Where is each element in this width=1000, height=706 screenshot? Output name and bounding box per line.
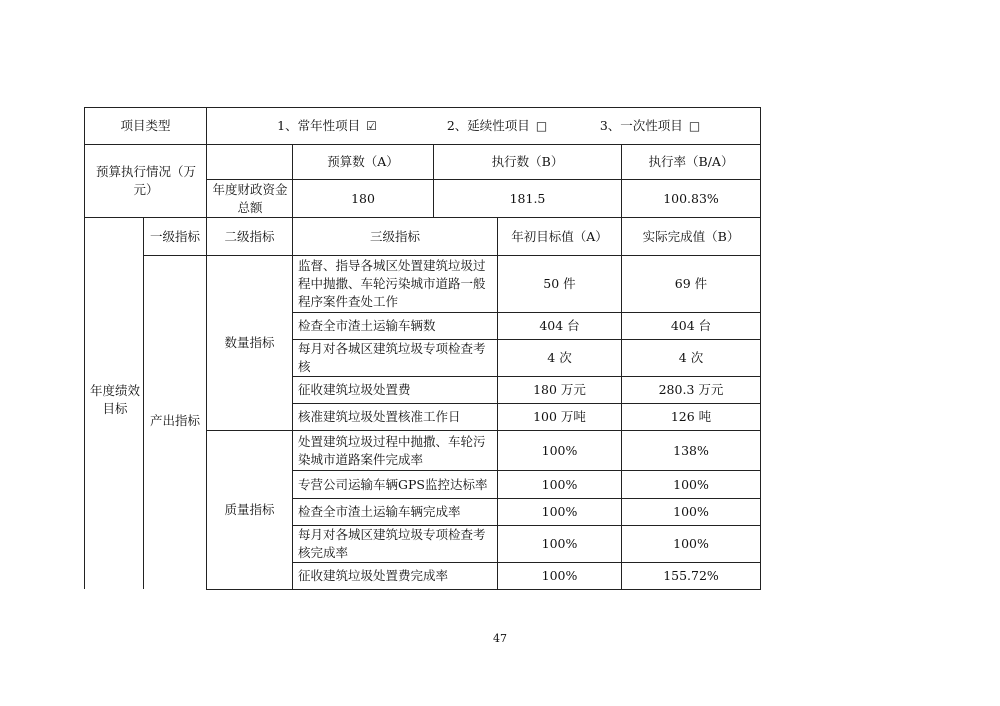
actual-cell: 126 吨 <box>670 409 712 424</box>
checked-checkbox-icon: ☑ <box>366 119 377 133</box>
actual-cell: 404 台 <box>670 318 712 333</box>
indicator-cell: 征收建筑垃圾处置费完成率 <box>298 568 449 583</box>
actual-cell: 100% <box>673 536 709 551</box>
level2-indicator: 数量指标 <box>224 335 275 350</box>
indicator-cell: 处置建筑垃圾过程中抛撒、车轮污染城市道路案件完成率 <box>298 433 486 467</box>
target-cell: 180 万元 <box>533 382 586 397</box>
option-text: 1、常年性项目 <box>277 118 361 133</box>
indicator-cell: 征收建筑垃圾处置费 <box>298 382 411 397</box>
level1-indicator: 产出指标 <box>150 413 201 428</box>
unchecked-checkbox-icon: □ <box>688 119 701 133</box>
indicator-cell: 专营公司运输车辆GPS监控达标率 <box>298 476 488 492</box>
actual-cell: 100% <box>673 504 709 519</box>
target-cell: 4 次 <box>547 350 572 365</box>
target-cell: 100% <box>541 442 578 458</box>
budget-header: 预算数（A） <box>327 154 399 169</box>
option-text: 2、延续性项目 <box>446 118 530 133</box>
target-cell: 100% <box>541 476 578 492</box>
table-rule <box>206 107 207 217</box>
goals-header: 实际完成值（B） <box>642 228 740 244</box>
actual-cell: 138% <box>673 442 709 458</box>
indicator-cell: 监督、指导各城区处置建筑垃圾过程中抛撒、车轮污染城市道路一般程序案件查处工作 <box>298 258 486 309</box>
actual-cell: 4 次 <box>678 350 704 365</box>
indicator-cell: 每月对各城区建筑垃圾专项检查考核 <box>298 341 486 374</box>
goals-header: 三级指标 <box>369 228 420 244</box>
budget-row-label: 年度财政资金总额 <box>212 181 288 215</box>
project-type-label: 项目类型 <box>120 118 171 133</box>
indicator-cell: 核准建筑垃圾处置核准工作日 <box>298 409 461 424</box>
table-rule <box>84 107 85 589</box>
target-cell: 50 件 <box>543 276 576 291</box>
budget-value: 181.5 <box>509 190 546 206</box>
budget-value: 100.83% <box>663 190 719 206</box>
target-cell: 100 万吨 <box>533 409 586 424</box>
actual-cell: 280.3 万元 <box>658 382 724 397</box>
unchecked-checkbox-icon: □ <box>535 119 548 133</box>
level2-indicator: 质量指标 <box>224 502 275 517</box>
target-cell: 100% <box>541 504 578 519</box>
indicator-cell: 检查全市渣土运输车辆完成率 <box>298 504 461 519</box>
actual-cell: 155.72% <box>663 568 719 583</box>
budget-header: 执行率（B/A） <box>648 154 734 169</box>
goals-header: 二级指标 <box>224 228 275 244</box>
indicator-cell: 检查全市渣土运输车辆数 <box>298 318 436 333</box>
table-rule <box>760 107 761 590</box>
budget-label: 预算执行情况（万元） <box>95 164 196 197</box>
goals-section-label: 年度绩效目标 <box>90 383 141 416</box>
budget-header: 执行数（B） <box>491 154 564 169</box>
target-cell: 100% <box>541 568 578 583</box>
option-text: 3、一次性项目 <box>599 118 683 133</box>
goals-header: 年初目标值（A） <box>511 228 608 244</box>
project-type-option <box>262 108 392 144</box>
table-rule <box>143 217 144 589</box>
project-type-option <box>585 108 715 144</box>
actual-cell: 69 件 <box>674 276 708 291</box>
goals-header: 一级指标 <box>150 228 201 244</box>
page-number: 47 <box>493 632 507 645</box>
indicator-cell: 每月对各城区建筑垃圾专项检查考核完成率 <box>298 527 486 560</box>
target-cell: 100% <box>541 536 578 551</box>
actual-cell: 100% <box>673 476 709 492</box>
budget-value: 180 <box>351 190 375 206</box>
target-cell: 404 台 <box>539 318 580 333</box>
project-type-option <box>432 108 562 144</box>
table-rule <box>206 589 761 590</box>
